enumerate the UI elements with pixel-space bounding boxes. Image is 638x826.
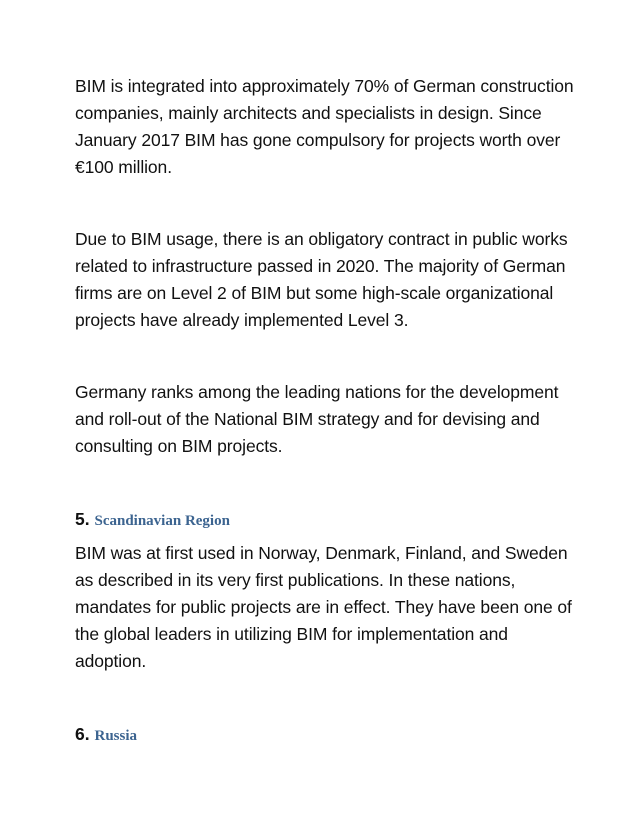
section-number: 6. [75, 724, 90, 744]
section-title: Russia [94, 728, 138, 744]
section-number: 5. [75, 509, 90, 529]
section-heading-russia [75, 722, 137, 748]
section-title: Scandinavian Region [94, 513, 230, 529]
paragraph-germany-ranking: Germany ranks among the leading nations for the development and roll-out of the National BIM strategy and for devising and consulting on BIM projects. [75, 382, 559, 456]
paragraph-germany-adoption: BIM is integrated into approximately 70% of German construction companies, mainly architects and specialists in design. Since January 2017 BIM has gone compulsory for projects worth over €100 million. [75, 76, 574, 177]
section-heading-scandinavian-region [75, 507, 230, 533]
paragraph-germany-contract: Due to BIM usage, there is an obligatory contract in public works related to infrastructure passed in 2020. The majority of German firms are on Level 2 of BIM but some high-scale organizational projects have already implemented Level 3. [75, 229, 568, 330]
paragraph-scandinavia: BIM was at first used in Norway, Denmark, Finland, and Sweden as described in its very first publications. In these nations, mandates for public projects are in effect. They have been one of the global leaders in utilizing BIM for implementation and adoption. [75, 543, 572, 671]
